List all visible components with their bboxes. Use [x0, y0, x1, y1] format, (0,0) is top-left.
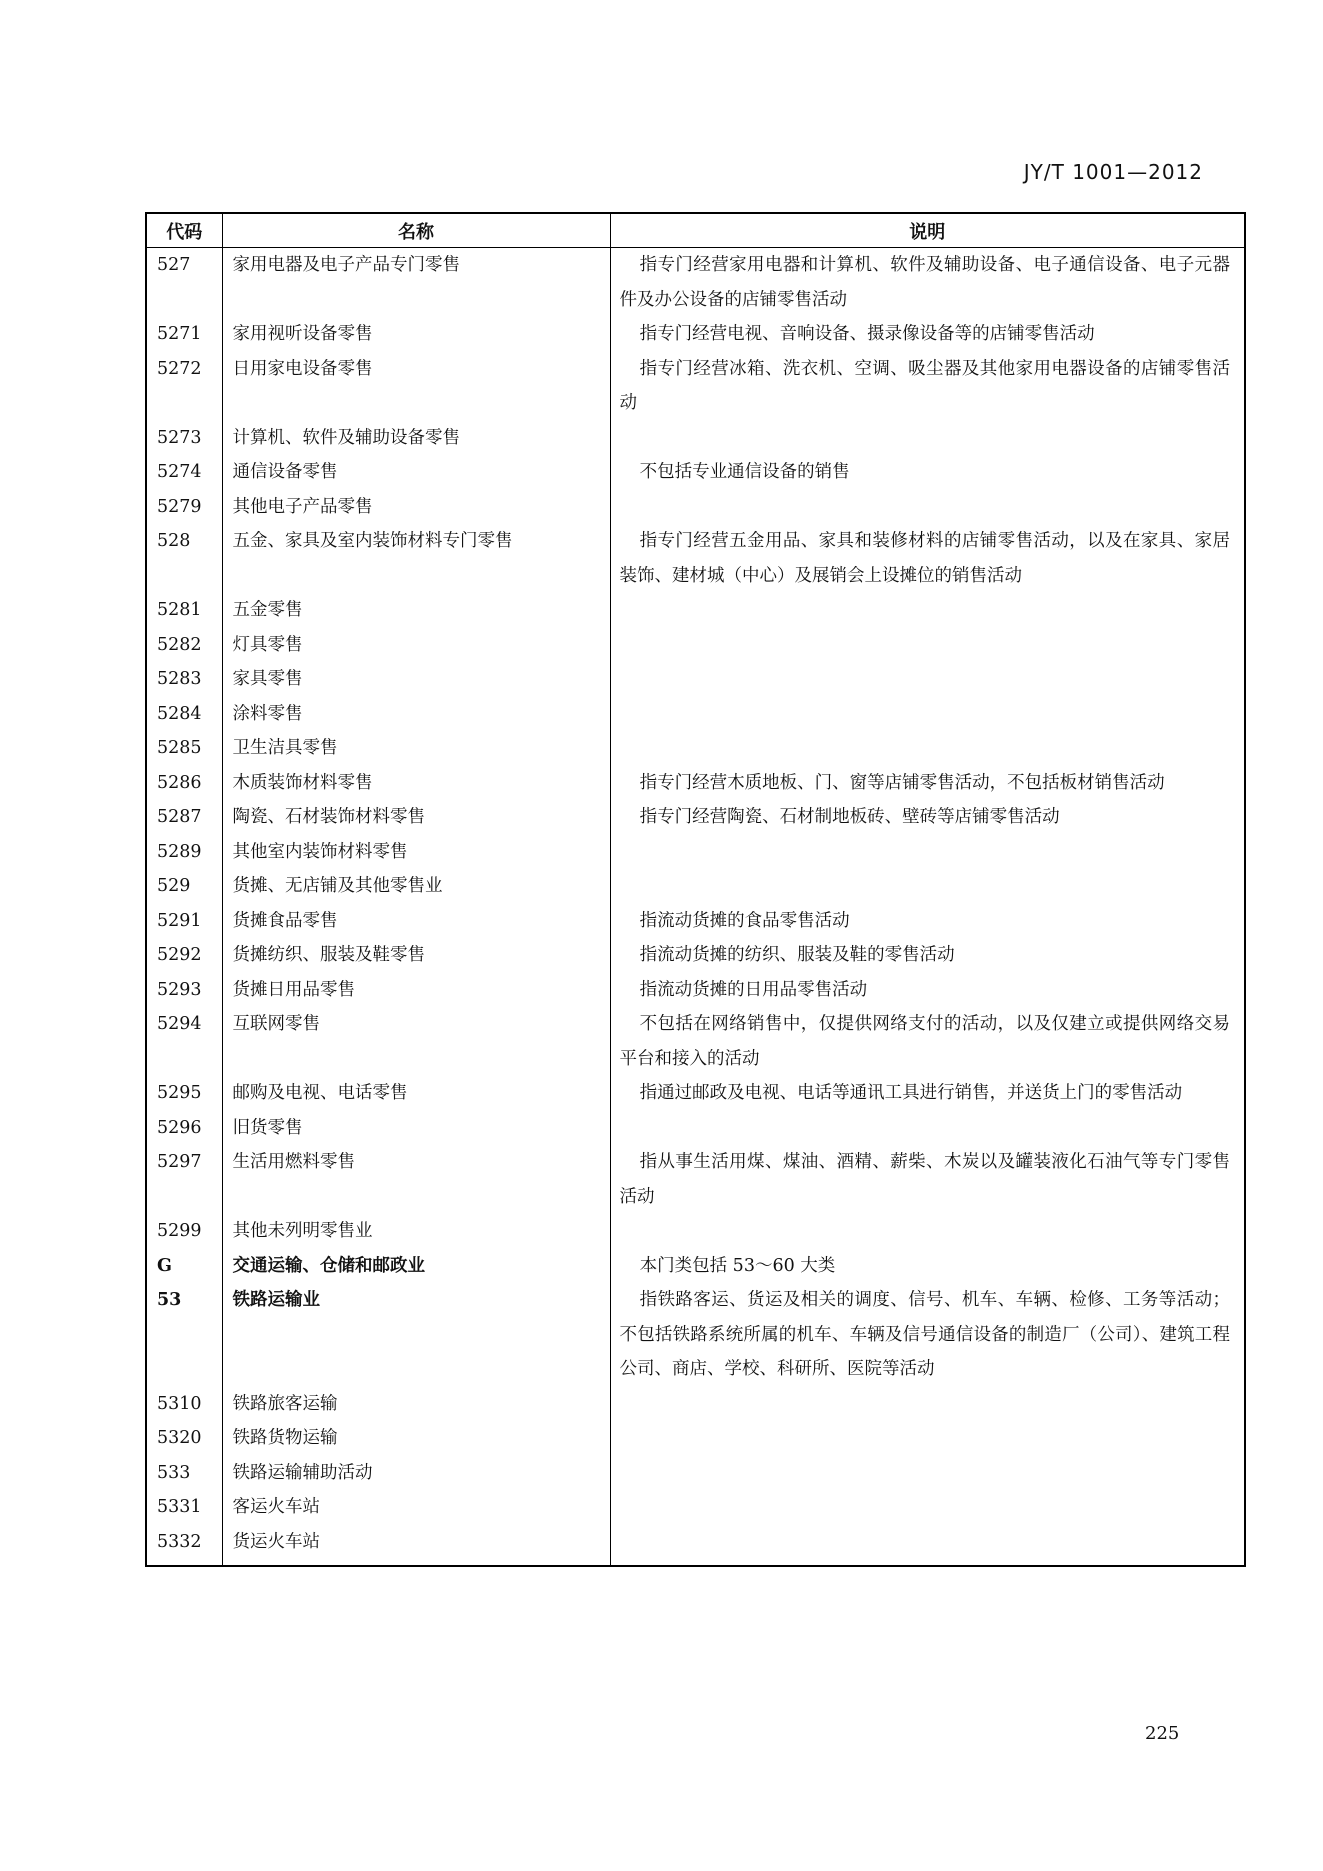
row-name: 家用电器及电子产品专门零售: [222, 248, 610, 318]
row-code: 5281: [146, 593, 222, 628]
row-description: [610, 524, 1245, 593]
row-code: 5296: [146, 1111, 222, 1146]
column-header-name: 名称: [222, 213, 610, 248]
row-code: 5289: [146, 835, 222, 870]
row-name: 其他电子产品零售: [222, 490, 610, 525]
row-name: 家具零售: [222, 662, 610, 697]
row-description-text: [620, 1497, 640, 1517]
table-row: [146, 317, 1245, 352]
row-description-text: [620, 1118, 640, 1138]
row-name: 日用家电设备零售: [222, 352, 610, 421]
table-row: [146, 1387, 1245, 1422]
table-row: [146, 766, 1245, 801]
row-code: 5292: [146, 938, 222, 973]
table-row: [146, 1076, 1245, 1111]
row-code: 5285: [146, 731, 222, 766]
row-name: 邮购及电视、电话零售: [222, 1076, 610, 1111]
row-description: [610, 697, 1245, 732]
row-name: 铁路运输业: [222, 1283, 610, 1387]
row-description-text: 本门类包括 53～60 大类: [639, 1255, 836, 1276]
table-row: [146, 1283, 1245, 1387]
row-name: 其他室内装饰材料零售: [222, 835, 610, 870]
row-description-text: 不包括在网络销售中，仅提供网络支付的活动，以及仅建立或提供网络交易平台和接入的活动: [619, 1014, 1230, 1069]
table-row: [146, 1249, 1245, 1284]
table-row: [146, 697, 1245, 732]
row-code: 5332: [146, 1525, 222, 1567]
row-name: 旧货零售: [222, 1111, 610, 1146]
row-name: 客运火车站: [222, 1490, 610, 1525]
row-description-text: 指专门经营电视、音响设备、摄录像设备等的店铺零售活动: [639, 324, 1095, 344]
row-description: [610, 1525, 1245, 1567]
table-row: [146, 1145, 1245, 1214]
row-description: [610, 317, 1245, 352]
table-row: [146, 800, 1245, 835]
row-description: [610, 800, 1245, 835]
row-description: [610, 835, 1245, 870]
row-code: 5320: [146, 1421, 222, 1456]
row-description: [610, 1145, 1245, 1214]
row-description: [610, 869, 1245, 904]
row-description: [610, 455, 1245, 490]
row-description-text: [620, 738, 640, 758]
row-description: [610, 1111, 1245, 1146]
table-row: [146, 421, 1245, 456]
row-code: 529: [146, 869, 222, 904]
table-header: [146, 213, 1245, 248]
row-description-text: [620, 428, 640, 448]
row-code: 527: [146, 248, 222, 318]
row-description-text: 指流动货摊的食品零售活动: [639, 910, 850, 931]
row-description: [610, 662, 1245, 697]
standard-code: JY/T 1001—2012: [1023, 160, 1203, 184]
table-row: [146, 1525, 1245, 1567]
row-description: [610, 938, 1245, 973]
row-name: 涂料零售: [222, 697, 610, 732]
row-code: 5286: [146, 766, 222, 801]
row-description: [610, 352, 1245, 421]
table-row: [146, 455, 1245, 490]
row-description-text: [620, 704, 640, 724]
row-description: [610, 1387, 1245, 1422]
row-name: 货运火车站: [222, 1525, 610, 1567]
row-code: 528: [146, 524, 222, 593]
table-row: [146, 1007, 1245, 1076]
table-row: [146, 524, 1245, 593]
row-description: [610, 1076, 1245, 1111]
row-name: 五金零售: [222, 593, 610, 628]
page-number: 225: [1145, 1723, 1180, 1744]
row-description: [610, 973, 1245, 1008]
row-code: 5272: [146, 352, 222, 421]
row-description-text: [620, 669, 640, 689]
row-code: 5274: [146, 455, 222, 490]
row-name: 铁路旅客运输: [222, 1387, 610, 1422]
row-description: [610, 731, 1245, 766]
table-body: [146, 248, 1245, 1567]
row-name: 通信设备零售: [222, 455, 610, 490]
row-description: [610, 1421, 1245, 1456]
row-code: 5284: [146, 697, 222, 732]
table-row: [146, 1111, 1245, 1146]
row-code: 5282: [146, 628, 222, 663]
row-code: 5283: [146, 662, 222, 697]
table-row: [146, 938, 1245, 973]
row-description-text: [620, 842, 640, 862]
row-description-text: [620, 1221, 640, 1241]
row-description: [610, 1456, 1245, 1491]
table-row: [146, 1456, 1245, 1491]
row-code: 5294: [146, 1007, 222, 1076]
table-row: [146, 490, 1245, 525]
row-description-text: 指专门经营家用电器和计算机、软件及辅助设备、电子通信设备、电子元器件及办公设备的店铺零售活动: [619, 255, 1230, 310]
table-row: [146, 904, 1245, 939]
row-description-text: 指铁路客运、货运及相关的调度、信号、机车、车辆、检修、工务等活动；不包括铁路系统所属的机车、车辆及信号通信设备的制造厂（公司）、建筑工程公司、商店、学校、科研所、医院等活动: [619, 1290, 1230, 1379]
column-header-code: 代码: [146, 213, 222, 248]
row-description-text: 指通过邮政及电视、电话等通讯工具进行销售，并送货上门的零售活动: [639, 1083, 1183, 1103]
row-description-text: 指流动货摊的日用品零售活动: [639, 979, 868, 1000]
table-row: [146, 973, 1245, 1008]
table-row: [146, 593, 1245, 628]
row-description: [610, 1007, 1245, 1076]
table-row: [146, 248, 1245, 318]
table-row: [146, 835, 1245, 870]
row-description: [610, 1249, 1245, 1284]
row-description-text: 不包括专业通信设备的销售: [639, 462, 850, 482]
row-description: [610, 1490, 1245, 1525]
row-code: 5271: [146, 317, 222, 352]
row-description: [610, 248, 1245, 318]
row-name: 灯具零售: [222, 628, 610, 663]
row-code: 5291: [146, 904, 222, 939]
row-name: 计算机、软件及辅助设备零售: [222, 421, 610, 456]
table-row: [146, 628, 1245, 663]
row-name: 其他未列明零售业: [222, 1214, 610, 1249]
row-name: 五金、家具及室内装饰材料专门零售: [222, 524, 610, 593]
row-description-text: 指专门经营陶瓷、石材制地板砖、壁砖等店铺零售活动: [639, 807, 1060, 827]
row-code: 5299: [146, 1214, 222, 1249]
row-name: 交通运输、仓储和邮政业: [222, 1249, 610, 1284]
table-row: [146, 1214, 1245, 1249]
row-description: [610, 904, 1245, 939]
row-name: 陶瓷、石材装饰材料零售: [222, 800, 610, 835]
row-code: 5297: [146, 1145, 222, 1214]
row-name: 货摊食品零售: [222, 904, 610, 939]
row-name: 货摊纺织、服装及鞋零售: [222, 938, 610, 973]
row-description-text: [620, 497, 640, 517]
row-description-text: [620, 1532, 640, 1552]
row-description: [610, 421, 1245, 456]
table-row: [146, 1421, 1245, 1456]
row-name: 家用视听设备零售: [222, 317, 610, 352]
row-name: 互联网零售: [222, 1007, 610, 1076]
row-description-text: [620, 1428, 640, 1448]
row-name: 卫生洁具零售: [222, 731, 610, 766]
row-description-text: [620, 600, 640, 620]
row-code: 533: [146, 1456, 222, 1491]
row-description-text: 指专门经营冰箱、洗衣机、空调、吸尘器及其他家用电器设备的店铺零售活动: [619, 358, 1230, 413]
row-description-text: 指从事生活用煤、煤油、酒精、薪柴、木炭以及罐装液化石油气等专门零售活动: [619, 1152, 1230, 1207]
row-code: 5287: [146, 800, 222, 835]
row-code: G: [146, 1249, 222, 1284]
row-name: 铁路运输辅助活动: [222, 1456, 610, 1491]
row-name: 生活用燃料零售: [222, 1145, 610, 1214]
row-description-text: 指专门经营木质地板、门、窗等店铺零售活动，不包括板材销售活动: [639, 772, 1165, 793]
row-description: [610, 1283, 1245, 1387]
row-description-text: [620, 1394, 640, 1414]
row-code: 5310: [146, 1387, 222, 1422]
table-row: [146, 869, 1245, 904]
row-description: [610, 766, 1245, 801]
row-name: 货摊、无店铺及其他零售业: [222, 869, 610, 904]
row-code: 5273: [146, 421, 222, 456]
row-description: [610, 490, 1245, 525]
row-code: 5279: [146, 490, 222, 525]
row-code: 53: [146, 1283, 222, 1387]
column-header-description: 说明: [610, 213, 1245, 248]
table-row: [146, 1490, 1245, 1525]
row-description: [610, 628, 1245, 663]
row-description-text: [620, 876, 640, 896]
row-code: 5293: [146, 973, 222, 1008]
row-description-text: 指流动货摊的纺织、服装及鞋的零售活动: [639, 945, 955, 965]
row-name: 铁路货物运输: [222, 1421, 610, 1456]
row-description-text: [620, 1463, 640, 1483]
table-row: [146, 352, 1245, 421]
row-description: [610, 593, 1245, 628]
row-description-text: [620, 635, 640, 655]
table-row: [146, 662, 1245, 697]
table-row: [146, 731, 1245, 766]
row-description: [610, 1214, 1245, 1249]
classification-table: [145, 212, 1246, 1567]
row-code: 5331: [146, 1490, 222, 1525]
row-name: 木质装饰材料零售: [222, 766, 610, 801]
row-description-text: 指专门经营五金用品、家具和装修材料的店铺零售活动，以及在家具、家居装饰、建材城（中心）及展销会上设摊位的销售活动: [619, 531, 1230, 586]
row-code: 5295: [146, 1076, 222, 1111]
row-name: 货摊日用品零售: [222, 973, 610, 1008]
